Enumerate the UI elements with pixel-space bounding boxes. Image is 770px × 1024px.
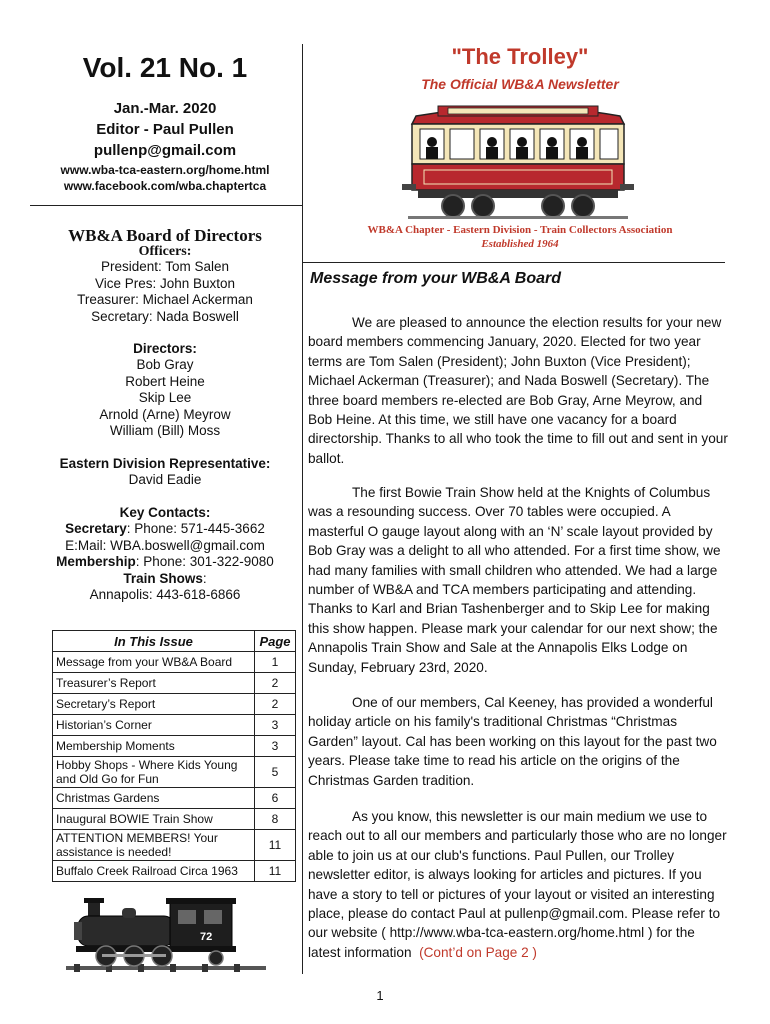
- toc-page: 8: [255, 809, 296, 830]
- toc-title[interactable]: Secretary’s Report: [53, 694, 255, 715]
- key-contacts: [30, 521, 300, 604]
- toc-page: 6: [255, 788, 296, 809]
- membership-phone: : Phone: 301-322-9080: [135, 554, 274, 569]
- eastern-division-label: Eastern Division Representative:: [59, 456, 271, 471]
- toc-page: 3: [255, 715, 296, 736]
- newsletter-subtitle: The Official WB&A Newsletter: [421, 76, 619, 92]
- toc-title[interactable]: Historian’s Corner: [53, 715, 255, 736]
- table-row: [53, 809, 296, 830]
- officer-vice-president: Vice Pres: John Buxton: [94, 275, 236, 291]
- table-row: [53, 694, 296, 715]
- toc-title[interactable]: Christmas Gardens: [53, 788, 255, 809]
- key-contacts-label: Key Contacts:: [119, 505, 211, 520]
- chapter-line: WB&A Chapter - Eastern Division - Train Collectors Association: [367, 224, 673, 236]
- director: Bob Gray: [136, 357, 194, 372]
- toc-title[interactable]: Hobby Shops - Where Kids Young and Old Go for Fun: [53, 757, 255, 788]
- officers-list: [30, 259, 300, 325]
- table-row: [53, 830, 296, 861]
- officer-president: President: Tom Salen: [100, 259, 230, 274]
- article-paragraph: One of our members, Cal Keeney, has provided a wonderful holiday article on his family's traditional Christmas “Christmas Garden” layout. Cal has been working on this layout for the past two years. Please take time to read his article on the origins of the Christmas Garden tradition.: [308, 695, 717, 788]
- toc-title[interactable]: Membership Moments: [53, 736, 255, 757]
- volume-title: Vol. 21 No. 1: [82, 52, 248, 83]
- toc-page: 5: [255, 757, 296, 788]
- membership-contact: [30, 554, 300, 571]
- toc-page: 2: [255, 673, 296, 694]
- secretary-label: Secretary: [65, 521, 127, 536]
- toc-page: 2: [255, 694, 296, 715]
- toc-page: 3: [255, 736, 296, 757]
- continued-link[interactable]: (Cont’d on Page 2 ): [419, 944, 537, 960]
- issue-info: [30, 98, 300, 161]
- facebook-link[interactable]: www.facebook.com/wba.chaptertca: [63, 179, 267, 193]
- toc-title[interactable]: Message from your WB&A Board: [53, 652, 255, 673]
- officer-secretary: Secretary: Nada Boswell: [91, 308, 239, 324]
- newsletter-title: "The Trolley": [451, 44, 589, 69]
- membership-label: Membership: [56, 554, 136, 569]
- table-header: [53, 631, 296, 652]
- page-number: 1: [376, 988, 384, 1003]
- table-row: [53, 736, 296, 757]
- table-row: [53, 757, 296, 788]
- annapolis-contact: Annapolis: 443-618-6866: [89, 587, 241, 602]
- director: Skip Lee: [138, 390, 192, 405]
- table-row: [53, 715, 296, 736]
- article-title: Message from your WB&A Board: [310, 270, 561, 287]
- secretary-phone: : Phone: 571-445-3662: [126, 521, 265, 536]
- toc-page: 11: [255, 861, 296, 882]
- officers-label: Officers:: [138, 244, 192, 259]
- left-header-rule: [30, 205, 302, 206]
- website-link[interactable]: www.wba-tca-eastern.org/home.html: [60, 163, 270, 177]
- article-paragraph: [308, 807, 728, 962]
- toc-page: 11: [255, 830, 296, 861]
- in-this-issue-table: [52, 630, 296, 882]
- web-links: [30, 162, 300, 194]
- issue-column-header: In This Issue: [53, 631, 255, 652]
- editor-email: pullenp@gmail.com: [93, 142, 237, 159]
- toc-page: 1: [255, 652, 296, 673]
- paragraph-text: As you know, this newsletter is our main medium we use to reach out to all our members and particularly those who are no longer able to join us at our club's functions. Paul Pullen, our Trolley newsletter editor, is always looking for articles and pictures. If you have a story to tell or pictures of your layout or visited an interesting place, please do contact Paul at pullenp@gmail.com. Please refer to our website ( http://www.wba-tca-eastern.org/home.html ) for the latest information: [308, 809, 727, 960]
- page-column-header: Page: [255, 631, 296, 652]
- eastern-division-rep: David Eadie: [128, 472, 202, 487]
- article-paragraph: The first Bowie Train Show held at the Knights of Columbus was a resounding success. Over 70 tables were occupied. A masterful O gauge layout along with an ‘N’ scale layout provided by Bob Gray was a delight to all who attended. For a first time show, we had many families with small children who attended. We had a large number of WB&A and TCA members participating and attending. Thanks to Karl and Brian Tashenberger and to Skip Lee for making this show happen. Please mark your calendar for our next show; the Annapolis Train Show and Sale at the Annapolis Elks Lodge on Sunday, February 23rd, 2020.: [308, 485, 721, 675]
- board-title: WB&A Board of Directors: [68, 226, 262, 245]
- directors-label: Directors:: [133, 341, 197, 356]
- director: William (Bill) Moss: [109, 423, 221, 438]
- editor-name: Editor - Paul Pullen: [96, 121, 234, 138]
- issue-date: Jan.-Mar. 2020: [113, 100, 217, 117]
- officer-treasurer: Treasurer: Michael Ackerman: [77, 292, 253, 307]
- director: Robert Heine: [125, 373, 205, 389]
- locomotive-illustration-icon: [66, 896, 266, 974]
- locomotive-number: 72: [200, 931, 213, 943]
- article-paragraph: We are pleased to announce the election results for your new board members commencing January, 2020. Elected for two year terms are Tom Salen (President); John Buxton (Vice President); Michael Ackerman (Treasurer); and Nada Boswell (Secretary). The three board members re-elected are Bob Gray, Arne Meyrow, and Bob Heine. At this time, we still have one vacancy for a board directorship. Thanks to all who took the time to fill out and sent in your ballot.: [308, 315, 728, 466]
- director: Arnold (Arne) Meyrow: [99, 406, 231, 422]
- column-divider: [302, 44, 303, 974]
- secretary-contact: [30, 521, 300, 538]
- toc-title[interactable]: Treasurer’s Report: [53, 673, 255, 694]
- train-shows-contact: Train Shows:: [123, 570, 207, 586]
- table-row: [53, 788, 296, 809]
- toc-title[interactable]: ATTENTION MEMBERS! Your assistance is needed!: [53, 830, 255, 861]
- article-rule: [303, 262, 725, 263]
- secretary-email: E:Mail: WBA.boswell@gmail.com: [65, 537, 265, 553]
- table-row: [53, 673, 296, 694]
- table-row: [53, 861, 296, 882]
- directors-list: [30, 357, 300, 440]
- toc-title[interactable]: Buffalo Creek Railroad Circa 1963: [53, 861, 255, 882]
- trolley-illustration-icon: [398, 96, 638, 222]
- train-shows-label: Train Shows: [123, 570, 203, 586]
- table-row: [53, 652, 296, 673]
- established-line: Established 1964: [481, 238, 559, 250]
- toc-title[interactable]: Inaugural BOWIE Train Show: [53, 809, 255, 830]
